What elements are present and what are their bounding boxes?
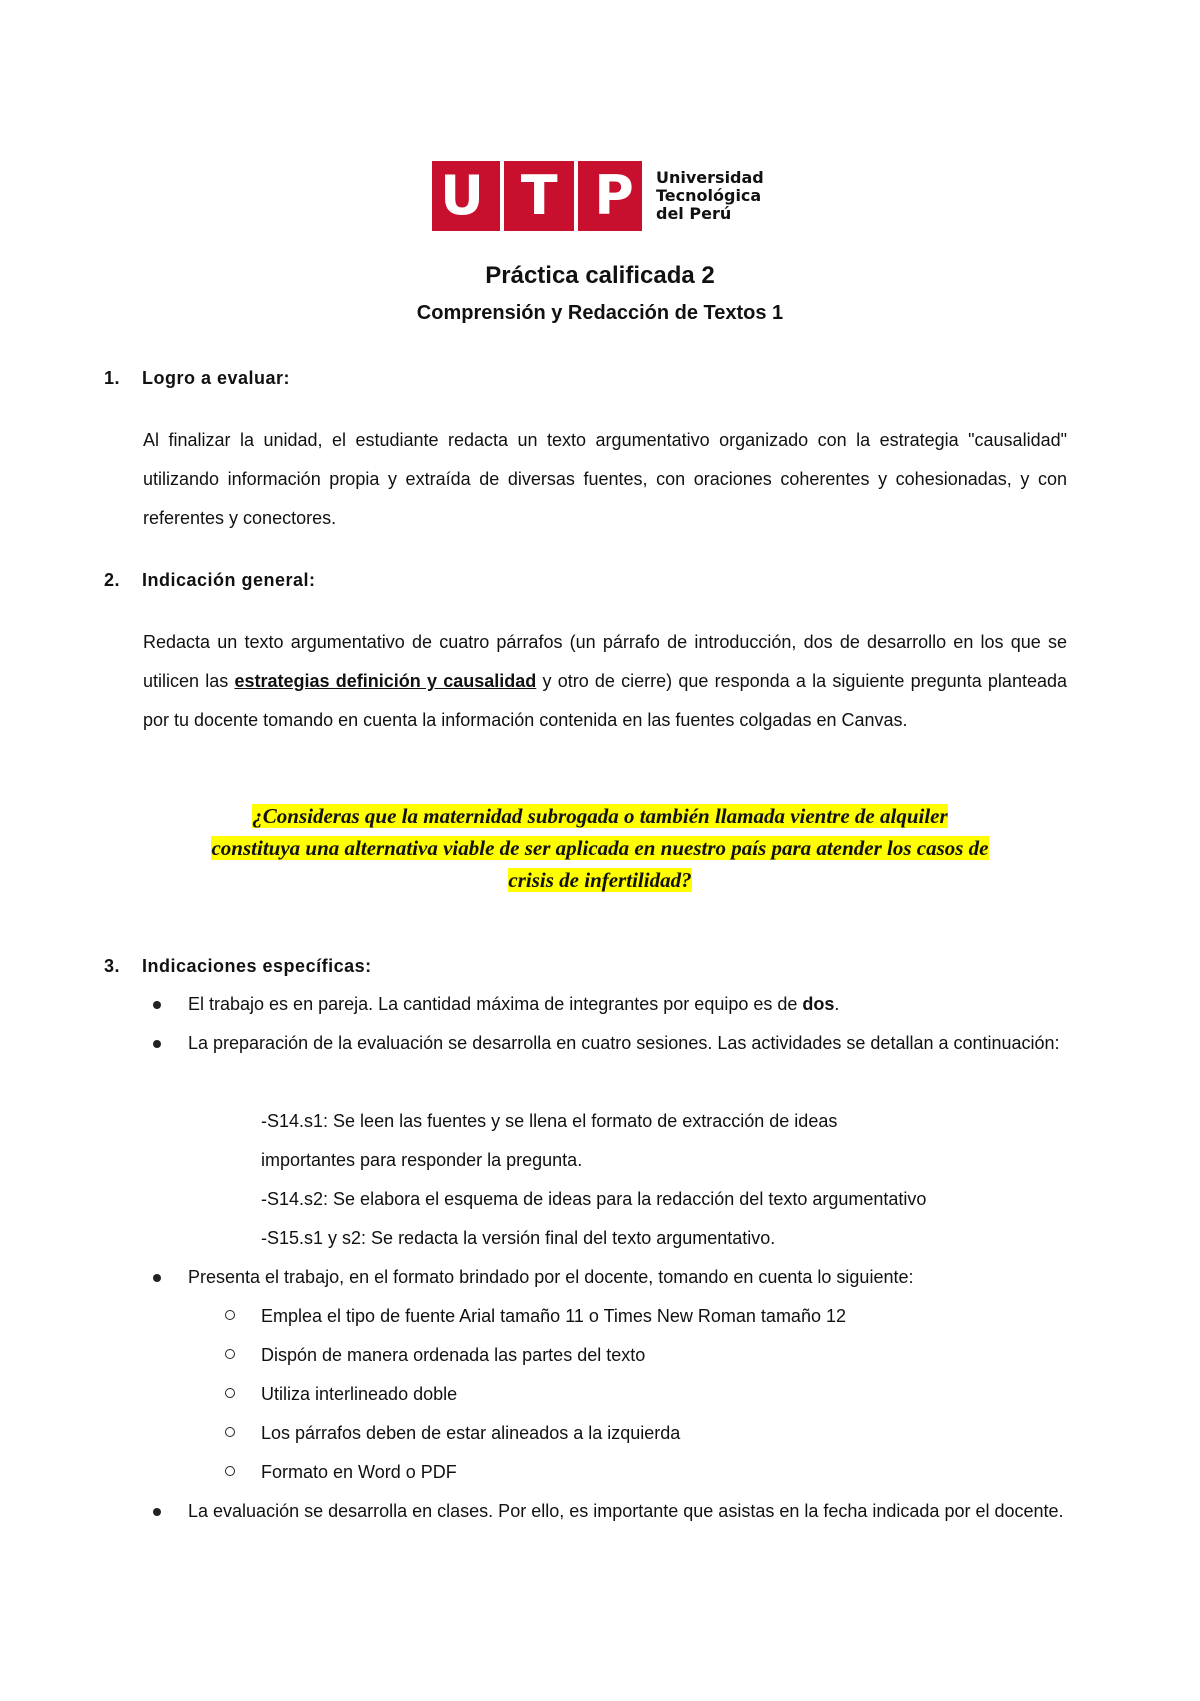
section-2-heading [104, 570, 316, 591]
bullet-dot-icon [153, 1274, 161, 1282]
highlighted-question [120, 800, 1080, 896]
section-title: Indicación general: [142, 570, 316, 590]
logo-separator [574, 161, 578, 231]
bullet-dot-icon [153, 1040, 161, 1048]
format-item: Dispón de manera ordenada las partes del texto [261, 1345, 646, 1365]
logo-letter-t: T [520, 164, 558, 227]
question-line: constituya una alternativa viable de ser aplicada en nuestro país para atender los casos de [211, 836, 989, 860]
session-line: -S14.s2: Se elabora el esquema de ideas para la redacción del texto argumentativo [261, 1189, 927, 1209]
section-number: 2. [104, 570, 121, 590]
bullet-item-pairs [188, 985, 1088, 1024]
bullet-item-format: Presenta el trabajo, en el formato brindado por el docente, tomando en cuenta lo siguiente: [188, 1267, 914, 1287]
logo-university-name [656, 169, 764, 223]
question-line: crisis de infertilidad? [508, 868, 692, 892]
format-item: Utiliza interlineado doble [261, 1384, 458, 1404]
logo-name-line: del Perú [656, 204, 732, 223]
logo-name-line: Tecnológica [656, 186, 762, 205]
session-line: importantes para responder la pregunta. [261, 1150, 583, 1170]
emphasized-strategies: estrategias definición y causalidad [234, 671, 537, 691]
document-subtitle: Comprensión y Redacción de Textos 1 [416, 302, 784, 324]
circle-bullet-icon [225, 1427, 235, 1437]
session-line: -S14.s1: Se leen las fuentes y se llena el formato de extracción de ideas [261, 1111, 838, 1131]
section-1-heading [104, 368, 290, 389]
session-line: -S15.s1 y s2: Se redacta la versión final del texto argumentativo. [261, 1228, 776, 1248]
circle-bullet-icon [225, 1349, 235, 1359]
document-title: Práctica calificada 2 [485, 262, 715, 289]
circle-bullet-icon [225, 1310, 235, 1320]
logo-letter-u: U [440, 164, 485, 227]
section-1-paragraph: Al finalizar la unidad, el estudiante redacta un texto argumentativo organizado con la estrategia "causalidad" utilizando información propia y extraída de diversas fuentes, con oraciones coherentes y cohesionadas, y con referentes y conectores. [143, 430, 1067, 528]
circle-bullet-icon [225, 1466, 235, 1476]
bullet-text: El trabajo es en pareja. La cantidad máxima de integrantes por equipo es de [188, 994, 803, 1014]
bullet-text: . [834, 994, 840, 1014]
section-3-heading [104, 956, 372, 977]
bullet-dot-icon [153, 1001, 161, 1009]
logo-name-line: Universidad [656, 168, 764, 187]
bullet-item-sessions: La preparación de la evaluación se desarrolla en cuatro sesiones. Las actividades se detallan a continuación: [188, 1033, 1060, 1053]
question-line: ¿Consideras que la maternidad subrogada o también llamada vientre de alquiler [252, 804, 948, 828]
logo-letter-p: P [594, 164, 634, 227]
section-title: Indicaciones específicas: [142, 956, 372, 976]
format-item: Los párrafos deben de estar alineados a la izquierda [261, 1423, 681, 1443]
format-item: Formato en Word o PDF [261, 1462, 457, 1482]
logo-mark [432, 161, 642, 231]
logo-separator [500, 161, 504, 231]
section-number: 1. [104, 368, 121, 388]
section-number: 3. [104, 956, 121, 976]
paragraph-text: y otro de cierre) que responda a la siguiente pregunta planteada por tu docente tomando en cuenta la información contenida en las fuentes colgadas en Canvas. [143, 671, 1067, 730]
bullet-bold-text: dos [802, 994, 835, 1014]
utp-logo [432, 161, 764, 231]
bullet-item-attendance: La evaluación se desarrolla en clases. Por ello, es importante que asistas en la fecha indicada por el docente. [188, 1501, 1064, 1521]
bullet-dot-icon [153, 1508, 161, 1516]
section-2-paragraph [143, 623, 1067, 740]
circle-bullet-icon [225, 1388, 235, 1398]
paragraph-text: Redacta un texto argumentativo de cuatro párrafos (un párrafo de introducción, dos de desarrollo en los que se utilicen las [143, 632, 1067, 691]
section-title: Logro a evaluar: [142, 368, 291, 388]
format-item: Emplea el tipo de fuente Arial tamaño 11 o Times New Roman tamaño 12 [261, 1306, 846, 1326]
